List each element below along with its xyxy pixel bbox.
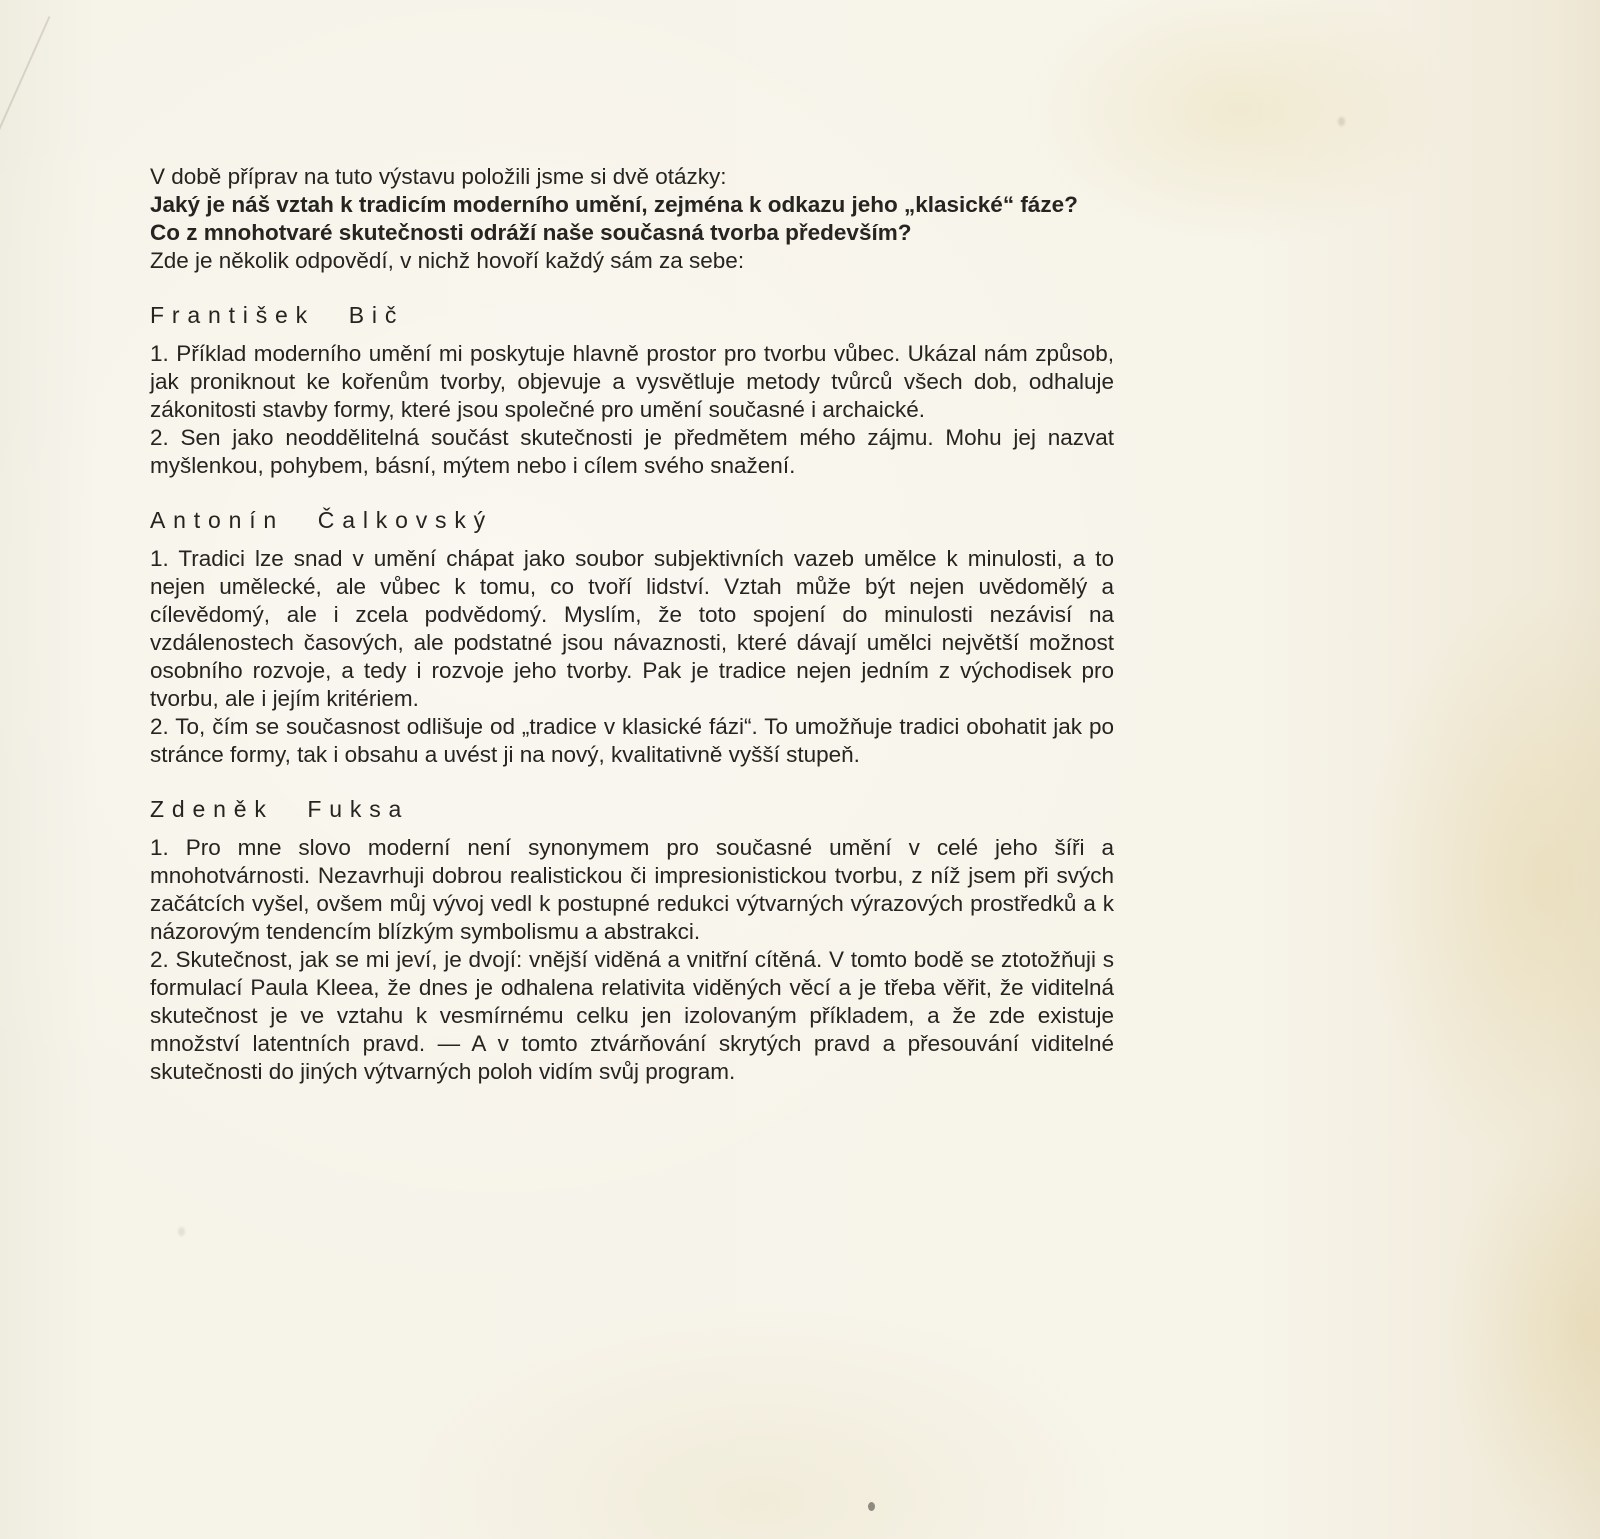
author-name: Antonín Čalkovský bbox=[150, 507, 493, 533]
statement-paragraph: 2. Skutečnost, jak se mi jeví, je dvojí: vnější viděná a vnitřní cítěná. V tomto bodě se ztotožňuji s formulací Paula Kleea, že dnes je odhalena relativita viděných věcí a je třeba věřit, že viditelná skutečnost je ve vztahu k vesmírnému celku jen izolovaným příkladem, a že zde existuje množství latentních pravd. — A v tomto ztvárňování skrytých pravd a přesouvání viditelné skutečnosti do jiných výtvarných poloh vidím svůj program. bbox=[150, 947, 1114, 1084]
statement-section-bic bbox=[150, 301, 1114, 480]
statement-paragraph: 1. Příklad moderního umění mi poskytuje hlavně prostor pro tvorbu vůbec. Ukázal nám způsob, jak proniknout ke kořenům tvorby, objevuje a vysvětluje metody tvůrců všech dob, odhaluje zákonitosti stavby formy, které jsou společné pro umění současné i archaické. bbox=[150, 341, 1114, 422]
statement-paragraph: 1. Pro mne slovo moderní není synonymem pro současné umění v celé jeho šíři a mnohotvárnosti. Nezavrhuji dobrou realistickou či impresionistickou tvorbu, z níž jsem při svých začátcích vyšel, ovšem můj vývoj vedl k postupné redukci výtvarných výrazových prostředků a k názorovým tendencím blízkým symbolismu a abstrakci. bbox=[150, 835, 1114, 944]
question-1: Jaký je náš vztah k tradicím moderního umění, zejména k odkazu jeho „klasické“ fáze? bbox=[150, 192, 1078, 217]
paper-speck bbox=[868, 1502, 875, 1511]
statement-paragraph: 2. To, čím se současnost odlišuje od „tradice v klasické fázi“. To umožňuje tradici obohatit jak po stránce formy, tak i obsahu a uvést ji na nový, kvalitativně vyšší stupeň. bbox=[150, 714, 1114, 767]
author-name: František Bič bbox=[150, 302, 405, 328]
statement-paragraph: 2. Sen jako neoddělitelná součást skutečnosti je předmětem mého zájmu. Mohu jej nazvat myšlenkou, pohybem, básní, mýtem nebo i cílem svého snažení. bbox=[150, 425, 1114, 478]
text-block bbox=[150, 163, 1114, 1086]
paper-crease bbox=[0, 16, 50, 154]
statement-section-calkovsky bbox=[150, 506, 1114, 769]
intro-opening-line: V době příprav na tuto výstavu položili jsme si dvě otázky: bbox=[150, 164, 727, 189]
statement-paragraph: 1. Tradici lze snad v umění chápat jako soubor subjektivních vazeb umělce k minulosti, a to nejen umělecké, ale vůbec k tomu, co tvoří lidství. Vztah může být nejen uvědomělý a cílevědomý, ale i zcela podvědomý. Myslím, že toto spojení do minulosti nezávisí na vzdálenostech časových, ale podstatné jsou návaznosti, které dávají umělci největší možnost osobního rozvoje, a tedy i rozvoje jeho tvorby. Pak je tradice nejen jedním z východisek pro tvorbu, ale i jejím kritériem. bbox=[150, 546, 1114, 711]
answers-intro-line: Zde je několik odpovědí, v nichž hovoří každý sám za sebe: bbox=[150, 248, 745, 273]
question-2: Co z mnohotvaré skutečnosti odráží naše současná tvorba především? bbox=[150, 220, 912, 245]
author-name: Zdeněk Fuksa bbox=[150, 796, 410, 822]
statement-section-fuksa bbox=[150, 795, 1114, 1086]
